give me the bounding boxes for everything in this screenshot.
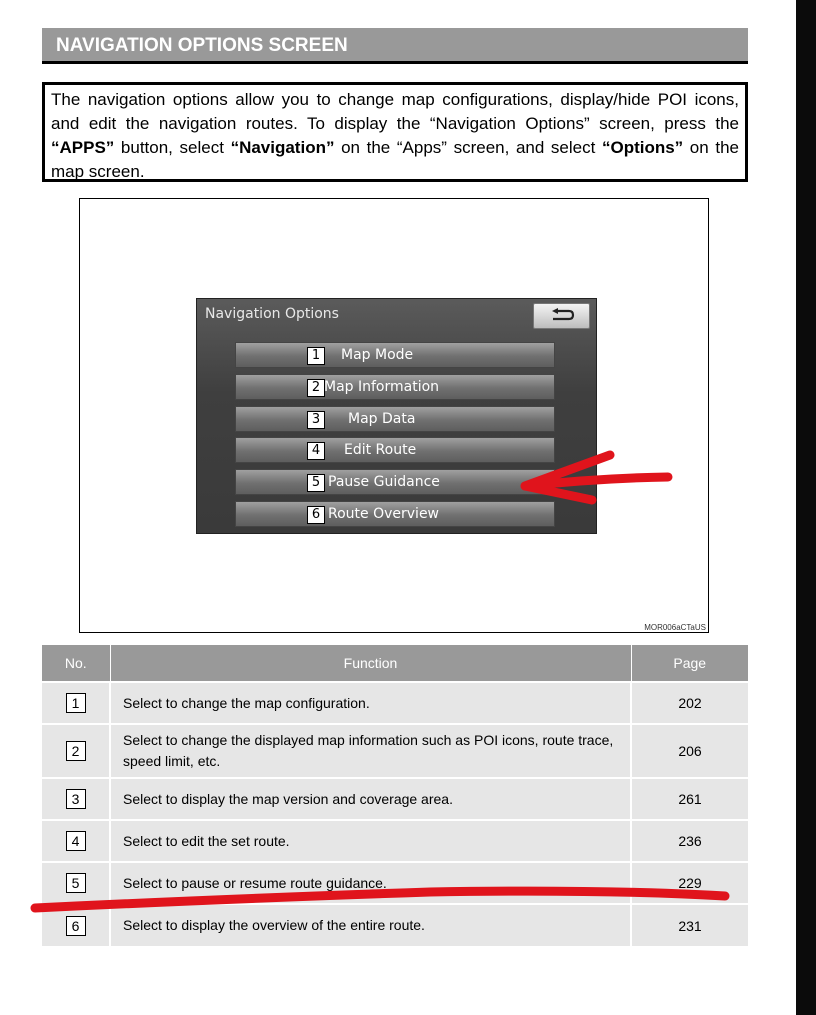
menu-number: 4 — [307, 442, 325, 460]
intro-apps: “APPS” — [51, 138, 115, 157]
table-row — [42, 862, 748, 904]
back-arrow-icon — [549, 308, 575, 322]
menu-item-map-information[interactable] — [235, 374, 555, 400]
row-function: Select to display the map version and coverage area. — [110, 778, 631, 820]
row-number: 3 — [66, 789, 86, 809]
menu-label: Pause Guidance — [328, 474, 440, 490]
header-page: Page — [631, 645, 748, 682]
row-function: Select to edit the set route. — [110, 820, 631, 862]
menu-label: Map Mode — [341, 347, 414, 363]
menu-item-edit-route[interactable] — [235, 437, 555, 463]
menu-label: Edit Route — [344, 442, 417, 458]
menu-number: 6 — [307, 506, 325, 524]
intro-text-4: on the map screen. — [51, 138, 739, 181]
menu-label: Map Data — [348, 411, 416, 427]
row-number: 2 — [66, 741, 86, 761]
table-row — [42, 778, 748, 820]
row-page: 206 — [631, 724, 748, 778]
screen-title: Navigation Options — [205, 306, 339, 322]
table-row — [42, 682, 748, 724]
menu-number: 2 — [307, 379, 325, 397]
row-page: 261 — [631, 778, 748, 820]
menu-item-map-mode[interactable] — [235, 342, 555, 368]
table-header-row — [42, 645, 748, 682]
row-page: 236 — [631, 820, 748, 862]
table-row — [42, 904, 748, 946]
menu-item-map-data[interactable] — [235, 406, 555, 432]
intro-text-1: The navigation options allow you to change map configurations, display/hide POI icons, and edit the navigation routes. To display the “Navigation Options” screen, press the — [51, 90, 739, 133]
table-row — [42, 820, 748, 862]
row-function: Select to pause or resume route guidance. — [110, 862, 631, 904]
intro-text-3: on the “Apps” screen, and select — [334, 138, 602, 157]
navigation-options-screen — [196, 298, 597, 534]
menu-number: 1 — [307, 347, 325, 365]
intro-paragraph — [42, 82, 748, 182]
figure-id: MOR006aCTaUS — [644, 623, 706, 632]
row-number: 5 — [66, 873, 86, 893]
menu-item-pause-guidance[interactable] — [235, 469, 555, 495]
header-no: No. — [42, 645, 110, 682]
row-number: 6 — [66, 916, 86, 936]
figure-frame — [79, 198, 709, 633]
header-function: Function — [110, 645, 631, 682]
menu-item-route-overview[interactable] — [235, 501, 555, 527]
row-number: 1 — [66, 693, 86, 713]
page-edge-bar — [796, 0, 816, 1015]
back-button[interactable] — [533, 303, 590, 329]
intro-navigation: “Navigation” — [230, 138, 335, 157]
function-table — [42, 645, 748, 946]
row-number: 4 — [66, 831, 86, 851]
row-page: 229 — [631, 862, 748, 904]
menu-number: 3 — [307, 411, 325, 429]
intro-text-2: button, select — [114, 138, 231, 157]
row-page: 231 — [631, 904, 748, 946]
row-function: Select to display the overview of the entire route. — [110, 904, 631, 946]
menu-number: 5 — [307, 474, 325, 492]
row-function: Select to change the displayed map information such as POI icons, route trace, speed limit, etc. — [110, 724, 631, 778]
row-function: Select to change the map configuration. — [110, 682, 631, 724]
menu-label: Route Overview — [328, 506, 440, 522]
section-title: NAVIGATION OPTIONS SCREEN — [42, 28, 748, 64]
row-page: 202 — [631, 682, 748, 724]
menu-label: Map Information — [324, 379, 440, 395]
table-row — [42, 724, 748, 778]
intro-options: “Options” — [601, 138, 684, 157]
